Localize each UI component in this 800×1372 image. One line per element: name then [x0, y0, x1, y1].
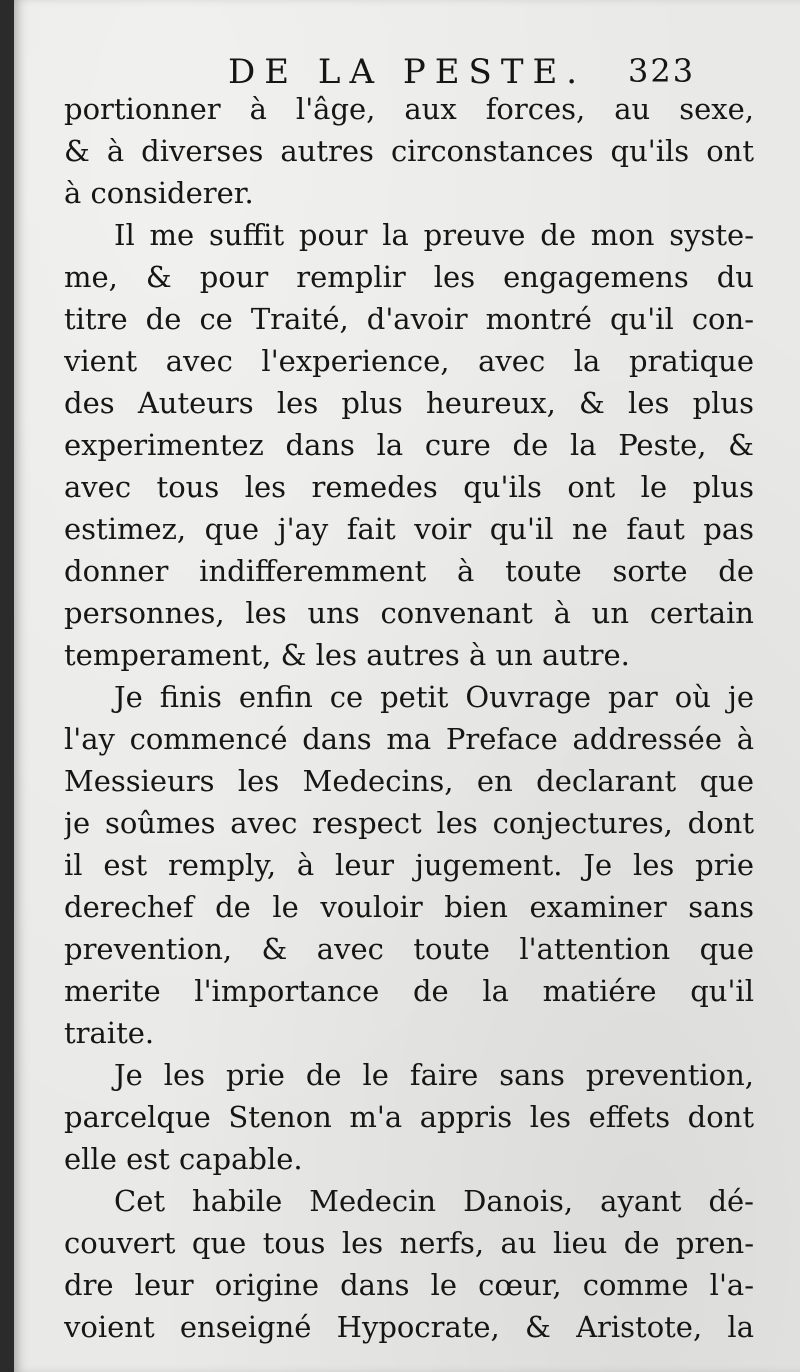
text-line: titre de ce Traité, d'avoir montré qu'il con- — [64, 302, 754, 336]
text-line: l'ay commencé dans ma Preface addressée à — [64, 722, 754, 756]
text-line: estimez, que j'ay fait voir qu'il ne faut pas — [64, 512, 754, 546]
text-line: des Auteurs les plus heureux, & les plus — [64, 386, 754, 420]
text-line: voient enseigné Hypocrate, & Aristote, la — [64, 1310, 754, 1344]
text-line: donner indifferemment à toute sorte de — [64, 554, 754, 588]
text-line: temperament, & les autres à un autre. — [64, 638, 630, 672]
text-line: avec tous les remedes qu'ils ont le plus — [64, 470, 754, 504]
text-line: personnes, les uns convenant à un certain — [64, 596, 754, 630]
text-line: & à diverses autres circonstances qu'ils ont — [64, 134, 754, 168]
running-title: DE LA PESTE. — [228, 52, 587, 92]
text-line: prevention, & avec toute l'attention que — [64, 932, 754, 966]
text-line: Je les prie de le faire sans prevention, — [114, 1058, 754, 1092]
text-line: Je finis enfin ce petit Ouvrage par où je — [114, 680, 754, 714]
book-page — [14, 0, 800, 1372]
running-head — [14, 52, 800, 92]
text-line: Cet habile Medecin Danois, ayant dé- — [114, 1184, 754, 1218]
text-line: portionner à l'âge, aux forces, au sexe, — [64, 92, 754, 126]
text-line: Messieurs les Medecins, en declarant que — [64, 764, 754, 798]
text-line: me, & pour remplir les engagemens du — [64, 260, 754, 294]
text-line: à considerer. — [64, 176, 254, 210]
text-line: dre leur origine dans le cœur, comme l'a- — [64, 1268, 754, 1302]
body-text — [64, 88, 754, 1348]
text-line: Il me suffit pour la preuve de mon syste- — [114, 218, 754, 252]
text-line: elle est capable. — [64, 1142, 303, 1176]
text-line: il est remply, à leur jugement. Je les prie — [64, 848, 754, 882]
text-line: merite l'importance de la matiére qu'il — [64, 974, 754, 1008]
text-line: vient avec l'experience, avec la pratique — [64, 344, 754, 378]
text-line: je soûmes avec respect les conjectures, dont — [64, 806, 754, 840]
text-line: parcelque Stenon m'a appris les effets dont — [64, 1100, 754, 1134]
text-line: experimentez dans la cure de la Peste, & — [64, 428, 754, 462]
text-line: derechef de le vouloir bien examiner sans — [64, 890, 754, 924]
page-number: 323 — [628, 52, 696, 90]
text-line: traite. — [64, 1016, 155, 1050]
text-line: couvert que tous les nerfs, au lieu de pren- — [64, 1226, 754, 1260]
